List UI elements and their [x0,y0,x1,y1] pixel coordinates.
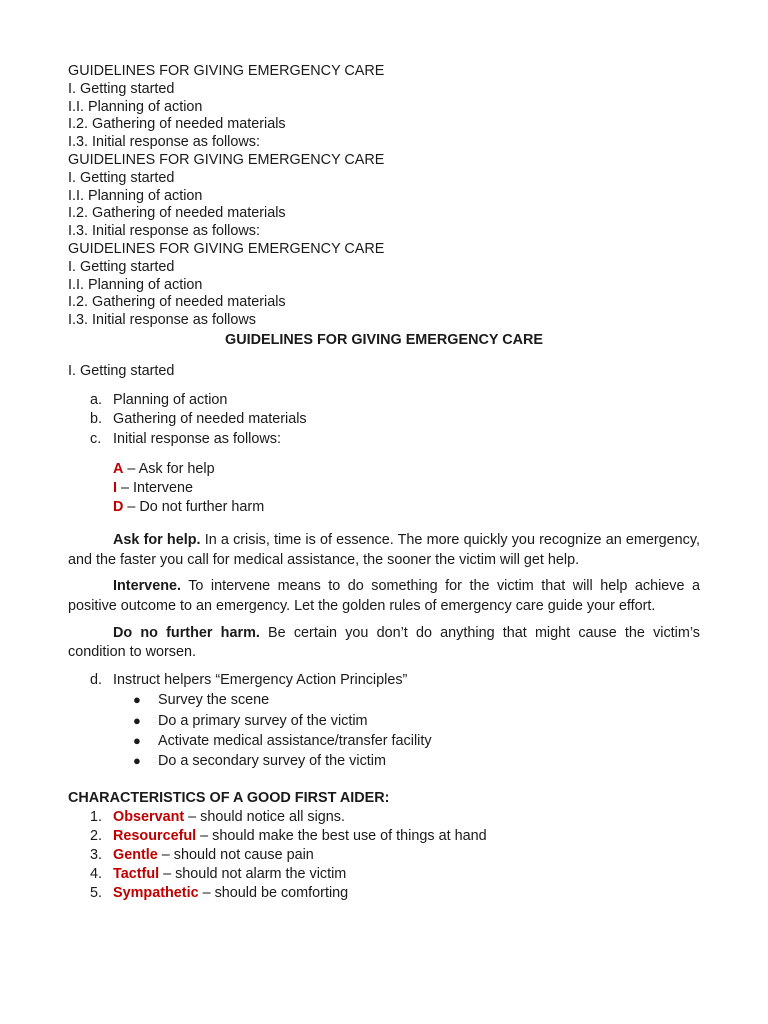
paragraph-intervene [68,577,700,616]
aid-item [68,460,700,479]
list-marker: 5. [90,885,103,902]
repeat-item: I.3. Initial response as follows: [68,134,260,151]
aid-item [68,498,700,517]
paragraph-no-harm [68,624,700,663]
aid-letter: A [113,460,124,477]
list-text: Planning of action [113,391,228,408]
characteristics-list [68,808,700,903]
repeat-item: I.2. Gathering of needed materials [68,205,286,222]
aid-item [68,479,700,498]
bullet-item [68,731,700,751]
list-item [68,808,700,827]
paragraph-body: In a crisis, time is of essence. The more quickly you recognize an emergency, and the faster you call for medical assistance, the sooner the victim will get help. [68,532,700,568]
bullet-item [68,751,700,771]
repeat-block-1 [68,63,700,152]
paragraph-body: Be certain you don’t do anything that might cause the victim’s condition to worsen. [68,624,700,661]
trait-term: Resourceful [113,828,197,845]
paragraph-lead: Ask for help. [113,532,201,549]
repeat-item: I.I. Planning of action [68,187,203,204]
list-marker: d. [90,671,103,688]
bullet-text: Do a primary survey of the victim [158,712,368,729]
list-item [68,391,700,411]
principles-list [68,690,700,771]
bullet-text: Activate medical assistance/transfer facility [158,732,432,749]
repeat-item: I. Getting started [68,258,175,275]
main-title: GUIDELINES FOR GIVING EMERGENCY CARE [225,331,543,348]
list-item [68,410,700,430]
repeat-item: I.I. Planning of action [68,98,203,115]
aid-acronym [68,460,700,518]
paragraph-body: To intervene means to do something for the victim that will help achieve a positive outcome to an emergency. Let the golden rules of emergency care guide your effort. [68,578,700,614]
repeat-block-3 [68,241,700,330]
list-item [68,846,700,865]
repeat-item: I.3. Initial response as follows: [68,223,260,240]
trait-desc: – should make the best use of things at hand [196,828,487,845]
repeat-title: GUIDELINES FOR GIVING EMERGENCY CARE [68,63,385,79]
paragraph-ask-for-help [68,531,700,570]
trait-desc: – should not cause pain [157,847,314,864]
list-marker: a. [90,391,103,408]
repeat-item: I. Getting started [68,80,175,97]
list-item [68,430,700,450]
repeat-item: I.I. Planning of action [68,276,203,293]
trait-desc: – should notice all signs. [184,809,345,826]
list-item [68,671,700,691]
bullet-text: Do a secondary survey of the victim [158,753,386,770]
steps-list [68,391,700,450]
repeat-block-2 [68,152,700,241]
repeat-item: I. Getting started [68,169,175,186]
repeat-item: I.2. Gathering of needed materials [68,294,286,311]
bullet-icon: ● [133,732,141,748]
aid-letter: I [113,479,117,496]
list-marker: 4. [90,866,103,883]
paragraph-lead: Do no further harm. [113,624,260,641]
list-marker: 1. [90,809,103,826]
bullet-text: Survey the scene [158,692,270,709]
list-marker: c. [90,430,102,447]
bullet-item [68,711,700,731]
bullet-icon: ● [133,692,141,708]
aid-letter: D [113,498,124,515]
trait-term: Tactful [113,866,160,883]
list-text: Initial response as follows: [113,430,281,447]
repeat-title: GUIDELINES FOR GIVING EMERGENCY CARE [68,240,385,257]
list-text: Instruct helpers “Emergency Action Principles” [113,671,408,688]
repeat-item: I.3. Initial response as follows [68,312,256,329]
aid-text: – Do not further harm [123,498,265,515]
repeat-title: GUIDELINES FOR GIVING EMERGENCY CARE [68,151,385,168]
list-marker: 2. [90,828,103,845]
list-item [68,865,700,884]
trait-desc: – should be comforting [198,885,349,902]
paragraph-lead: Intervene. [113,578,181,595]
list-item [68,884,700,903]
bullet-icon: ● [133,712,141,728]
trait-desc: – should not alarm the victim [159,866,347,883]
bullet-item [68,690,700,710]
trait-term: Gentle [113,847,158,864]
trait-term: Sympathetic [113,885,199,902]
list-text: Gathering of needed materials [113,411,307,428]
list-marker: 3. [90,847,103,864]
aid-text: – Ask for help [123,460,215,477]
trait-term: Observant [113,809,185,826]
aid-text: – Intervene [117,479,194,496]
characteristics-heading: CHARACTERISTICS OF A GOOD FIRST AIDER: [68,790,390,807]
list-item [68,827,700,846]
list-marker: b. [90,411,103,428]
section-heading: I. Getting started [68,362,175,379]
bullet-icon: ● [133,753,141,769]
repeat-item: I.2. Gathering of needed materials [68,116,286,133]
